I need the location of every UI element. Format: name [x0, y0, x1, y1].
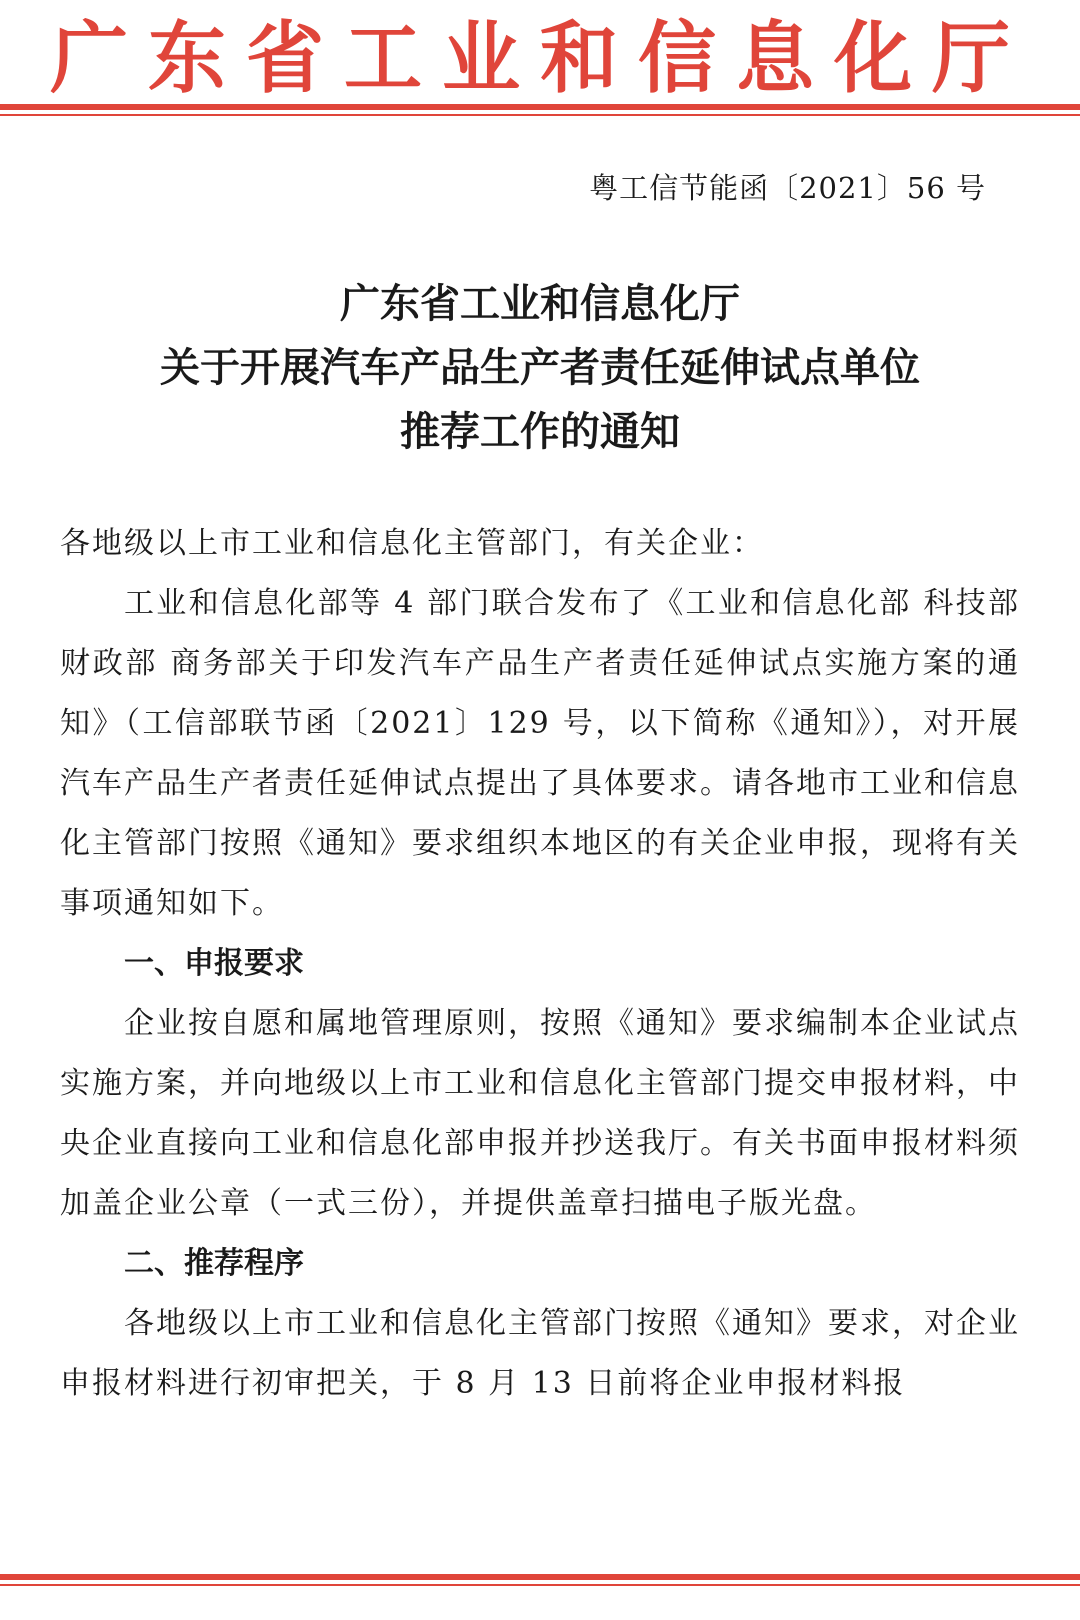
section-2-heading: 二、推荐程序 — [124, 1246, 304, 1281]
footer-rule-thin — [0, 1584, 1080, 1586]
section-2-paragraph: 各地级以上市工业和信息化主管部门按照《通知》要求，对企业申报材料进行初审把关，于 8 月 13 日前将企业申报材料报 — [60, 1306, 1020, 1401]
header-rule-thick — [0, 104, 1080, 110]
agency-letterhead: 广东省工业和信息化厅 — [49, 13, 1030, 104]
section-1-paragraph: 企业按自愿和属地管理原则，按照《通知》要求编制本企业试点实施方案，并向地级以上市工业和信息化主管部门提交申报材料，中央企业直接向工业和信息化部申报并抄送我厅。有关书面申报材料须加盖企业公章（一式三份），并提供盖章扫描电子版光盘。 — [60, 1006, 1020, 1221]
intro-paragraph: 工业和信息化部等 4 部门联合发布了《工业和信息化部 科技部 财政部 商务部关于印发汽车产品生产者责任延伸试点实施方案的通知》（工信部联节函〔2021〕129 号，以下简称《通知》），对开展汽车产品生产者责任延伸试点提出了具体要求。请各地市工业和信息化主管部门按照《通知》要求组织本地区的有关企业申报，现将有关事项通知如下。 — [60, 586, 1020, 921]
section-1-heading: 一、申报要求 — [124, 946, 304, 981]
document-title — [60, 272, 1020, 464]
header-rule-thin — [0, 114, 1080, 116]
title-line-3: 推荐工作的通知 — [400, 408, 680, 455]
title-line-1: 广东省工业和信息化厅 — [340, 280, 740, 327]
document-number: 粤工信节能函〔2021〕56 号 — [589, 171, 986, 205]
title-line-2: 关于开展汽车产品生产者责任延伸试点单位 — [160, 344, 920, 391]
footer-rule-thick — [0, 1574, 1080, 1580]
document-body — [60, 514, 1020, 1414]
salutation: 各地级以上市工业和信息化主管部门，有关企业： — [60, 526, 764, 561]
